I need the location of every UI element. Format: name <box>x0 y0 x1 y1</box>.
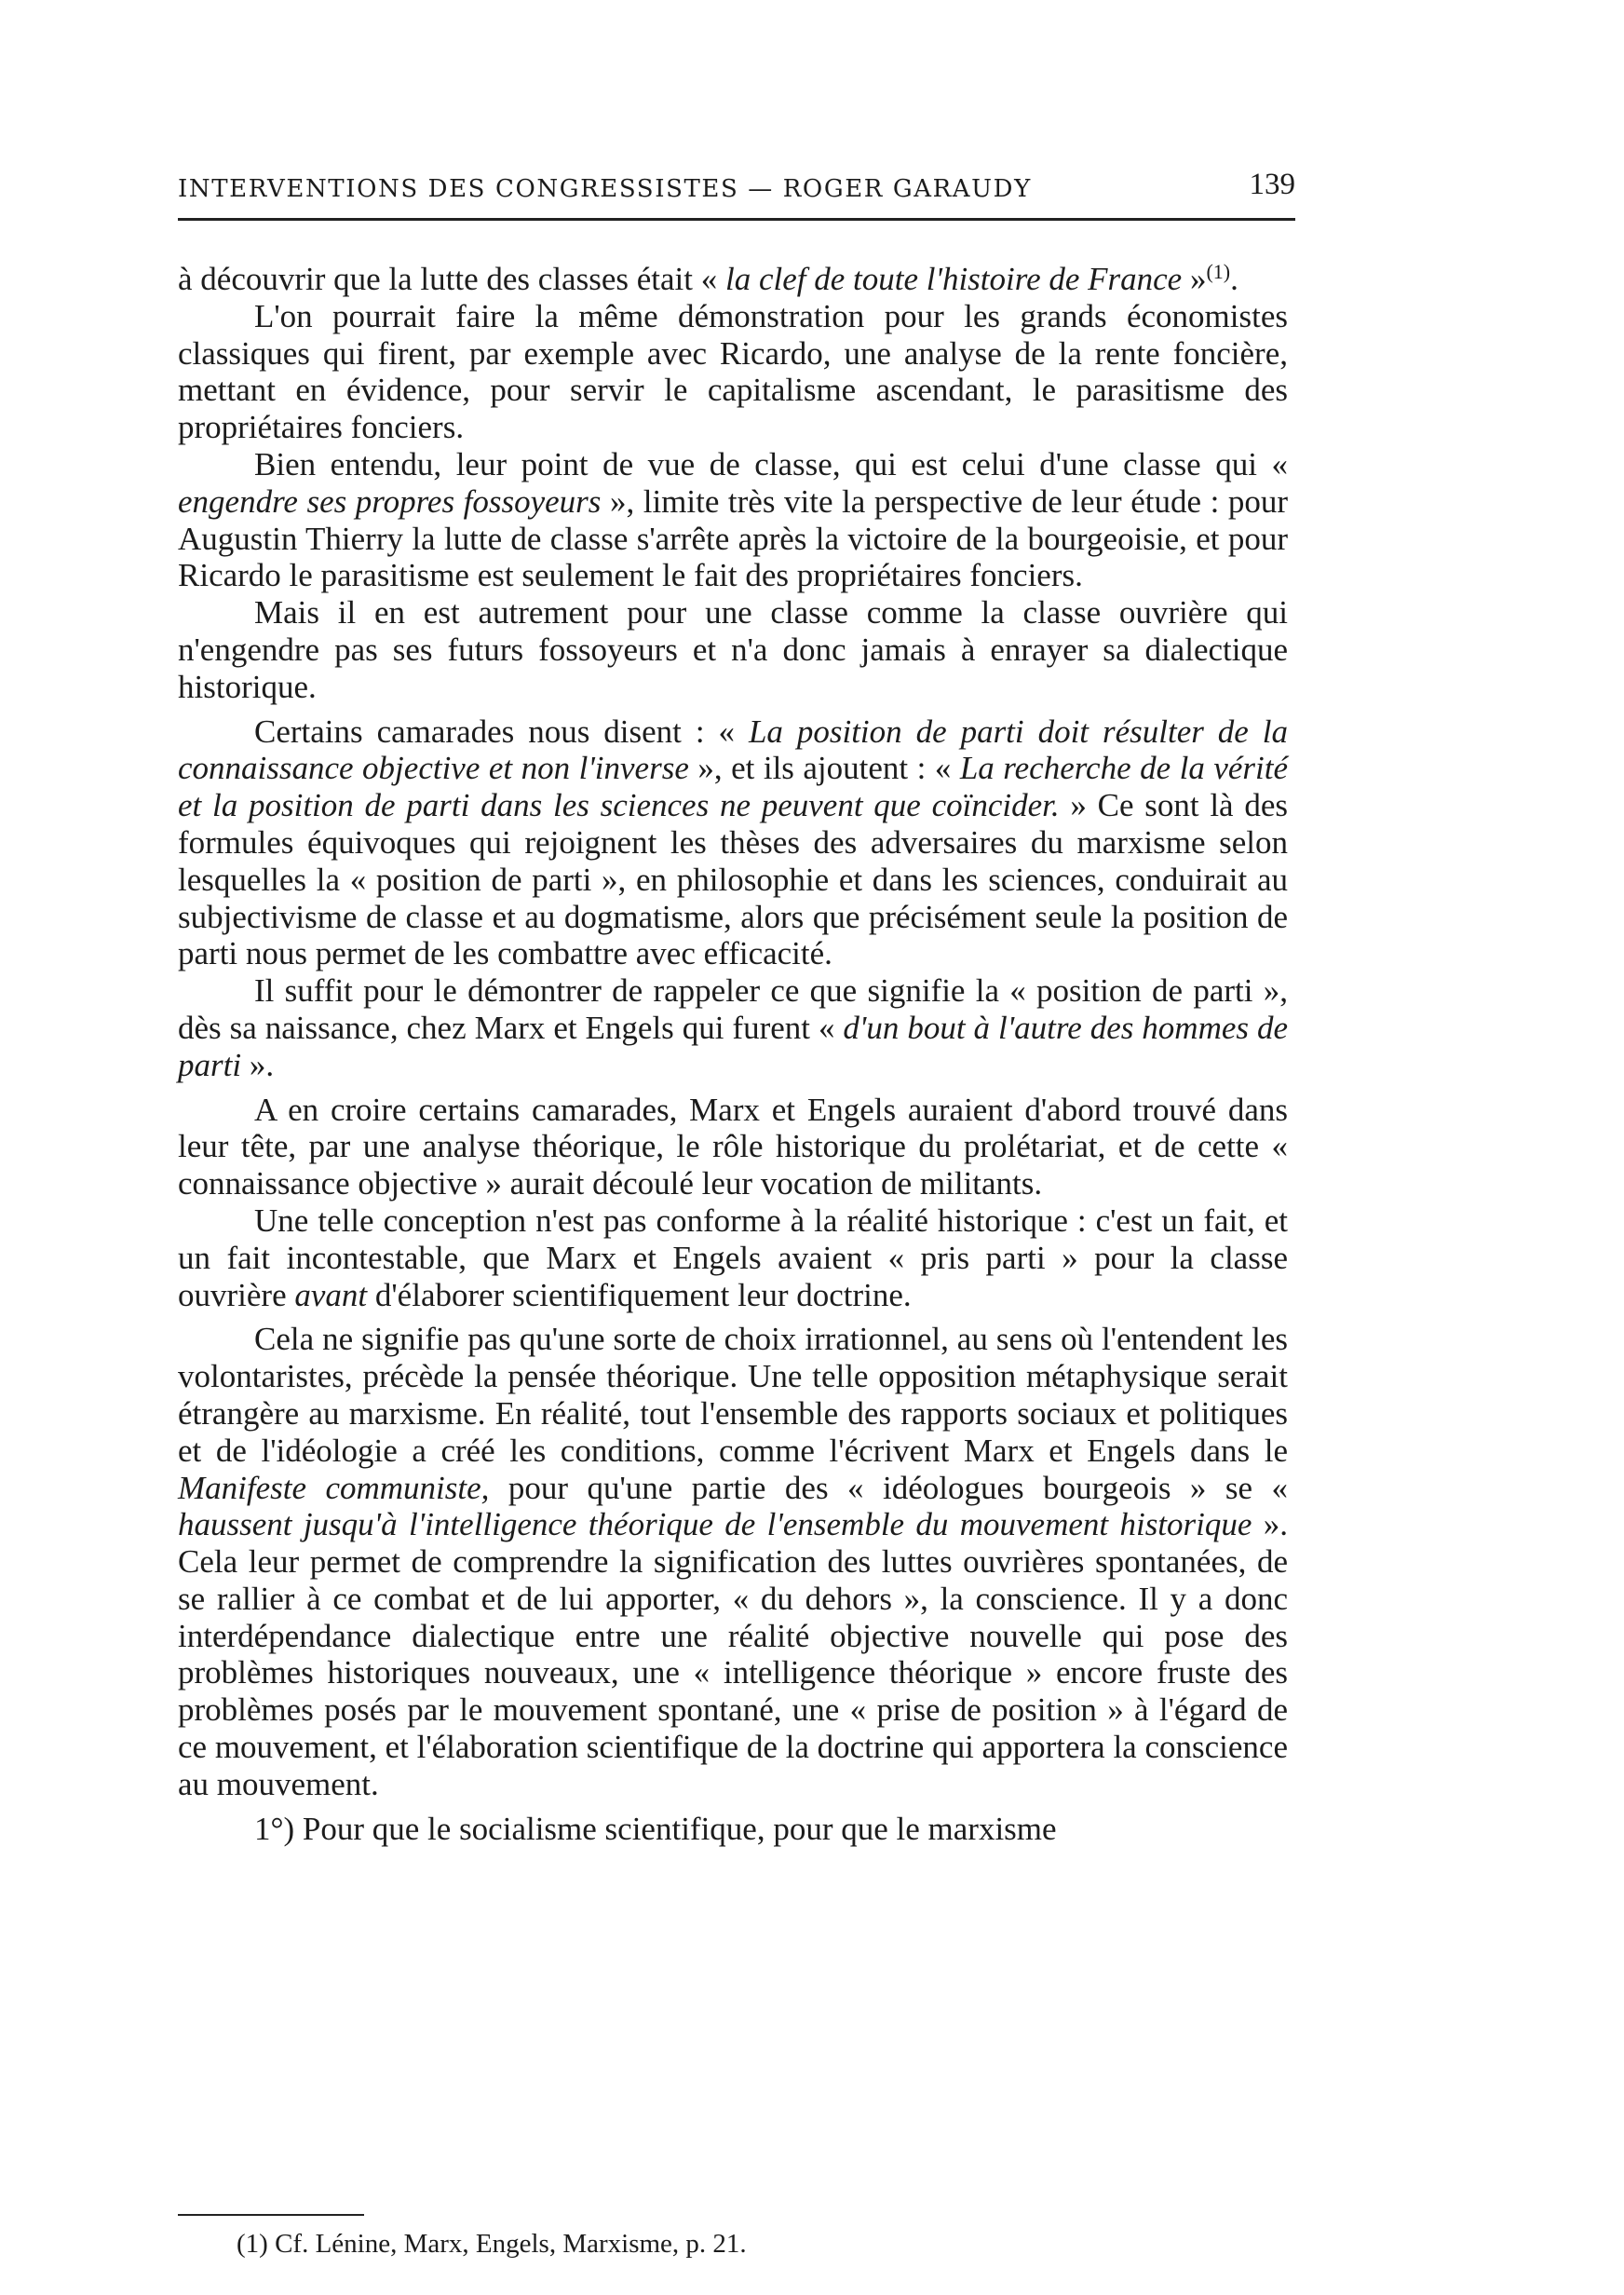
body-text <box>178 261 1288 1847</box>
paragraph-2: L'on pourrait faire la même démonstration pour les grands économistes classiques qui firent, par exemple avec Ricardo, une analyse de la rente foncière, mettant en évidence, pour servir le capitalisme ascendant, le parasitisme des propriétaires fonciers. <box>178 297 1288 446</box>
running-title: INTERVENTIONS DES CONGRESSISTES — ROGER GARAUDY <box>178 175 1032 203</box>
paragraph-3: Bien entendu, leur point de vue de classe, qui est celui d'une classe qui « engendre ses propres fossoyeurs », limite très vite la perspective de leur étude : pour Augustin Thierry la lutte de classe s'arrête après la victoire de la bourgeoisie, et pour Ricardo le parasitisme est seulement le fait des propriétaires fonciers. <box>178 445 1289 594</box>
paragraph-9: Cela ne signifie pas qu'une sorte de choix irrationnel, au sens où l'entendent les volontaristes, précède la pensée théorique. Une telle opposition métaphysique serait étrangère au marxisme. En réalité, tout l'ensemble des rapports sociaux et politiques et de l'idéologie a créé les conditions, comme l'écrivent Marx et Engels dans le Manifeste communiste, pour qu'une partie des « idéologues bourgeois » se « haussent jusqu'à l'intelligence théorique de l'ensemble du mouvement historique ». Cela leur permet de comprendre la signification des luttes ouvrières spontanées, de se rallier à ce combat et de lui apporter, « du dehors », la conscience. Il y a donc interdépendance dialectique entre une réalité objective nouvelle qui pose des problèmes historiques nouveaux, une « intelligence théorique » encore fruste des problèmes posés par le mouvement spontané, une « prise de position » à l'égard de ce mouvement, et l'élaboration scientifique de la doctrine qui apportera la conscience au mouvement. <box>178 1321 1289 1802</box>
footnote-ref: (1) <box>1206 260 1231 283</box>
footnote: (1) Cf. Lénine, Marx, Engels, Marxisme, p. 21. <box>237 2229 747 2259</box>
running-header <box>178 168 1295 209</box>
paragraph-6: Il suffit pour le démontrer de rappeler ce que signifie la « position de parti », dès sa naissance, chez Marx et Engels qui furent « d'un bout à l'autre des hommes de parti ». <box>178 972 1289 1083</box>
paragraph-10: 1°) Pour que le socialisme scientifique, pour que le marxisme <box>254 1810 1057 1847</box>
footnote-rule <box>178 2214 364 2216</box>
paragraph-8: Une telle conception n'est pas conforme à la réalité historique : c'est un fait, et un fait incontestable, que Marx et Engels avaient « pris parti » pour la classe ouvrière avant d'élaborer scientifiquement leur doctrine. <box>178 1202 1288 1313</box>
paragraph-4: Mais il en est autrement pour une classe comme la classe ouvrière qui n'engendre pas ses futurs fossoyeurs et n'a donc jamais à enrayer sa dialectique historique. <box>178 594 1288 705</box>
header-rule <box>178 218 1295 221</box>
paragraph-5: Certains camarades nous disent : « La position de parti doit résulter de la connaissance objective et non l'inverse », et ils ajoutent : « La recherche de la vérité et la position de parti dans les sciences ne peuvent que coïncider. » Ce sont là des formules équivoques qui rejoignent les thèses des adversaires du marxisme selon lesquelles la « position de parti », en philosophie et dans les sciences, conduirait au subjectivisme de classe et au dogmatisme, alors que précisément seule la position de parti nous permet de les combattre avec efficacité. <box>178 713 1289 972</box>
page-number: 139 <box>1249 168 1295 201</box>
paragraph-7: A en croire certains camarades, Marx et Engels auraient d'abord trouvé dans leur tête, par une analyse théorique, le rôle historique du prolétariat, et de cette « connaissance objective » aurait découlé leur vocation de militants. <box>178 1091 1288 1202</box>
paragraph-1: à découvrir que la lutte des classes était « la clef de toute l'histoire de France »$^{(1)}$. <box>178 260 1238 297</box>
